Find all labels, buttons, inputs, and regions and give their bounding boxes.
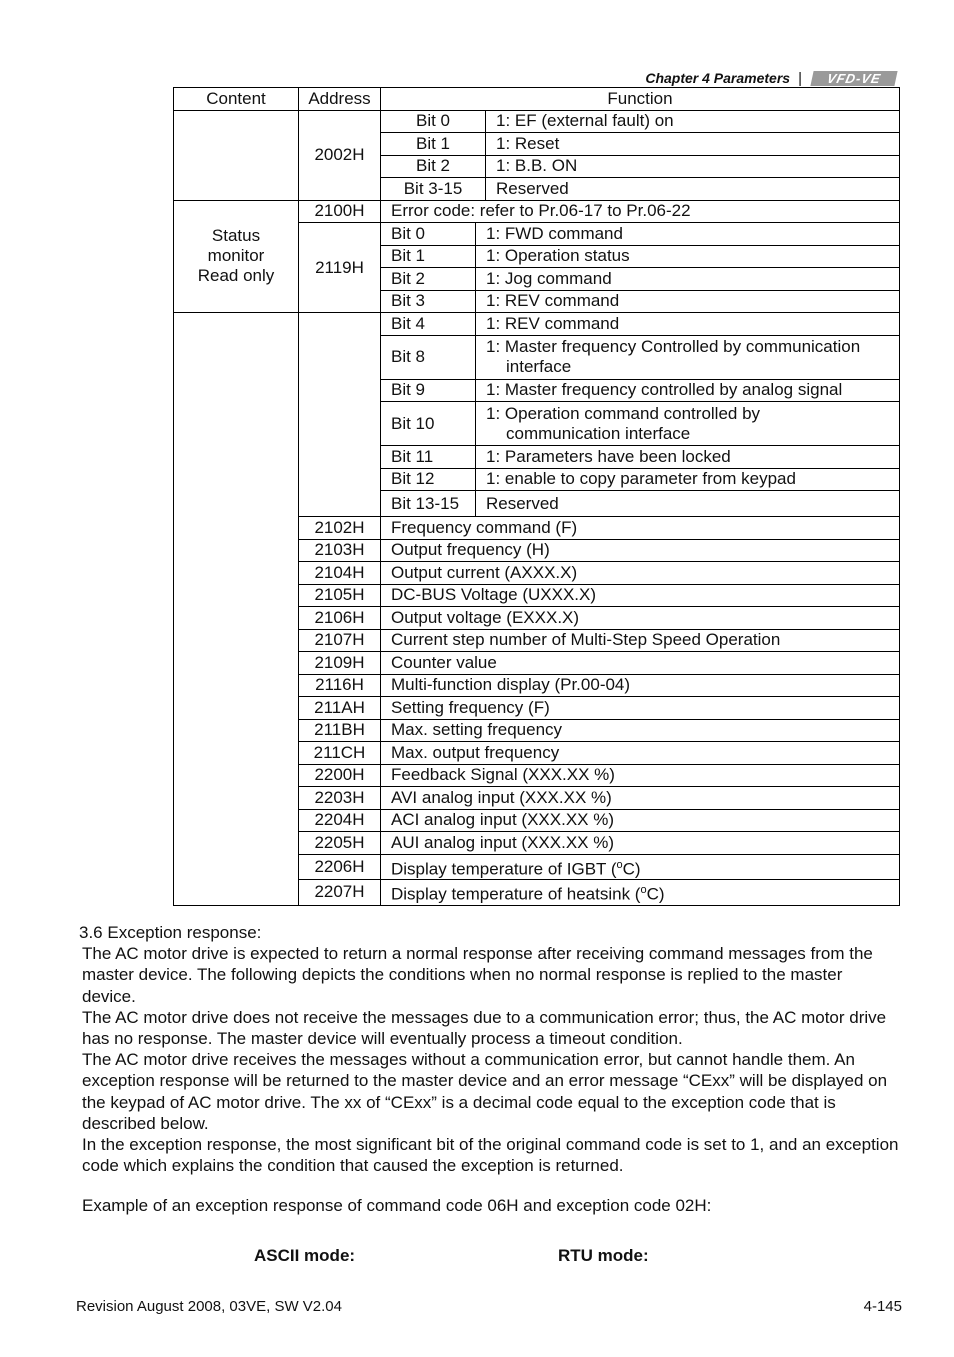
bit-value-line2: interface (506, 357, 572, 376)
bit-cell: Bit 0 (381, 110, 486, 133)
address-cell: 211CH (299, 742, 381, 765)
footer-page-number: 4-145 (863, 1298, 902, 1315)
address-cell: 2103H (299, 539, 381, 562)
table-header-row (174, 88, 900, 111)
function-cell: Counter value (381, 652, 900, 675)
address-cell: 2116H (299, 674, 381, 697)
bit-value-cell (476, 402, 900, 446)
function-cell: ACI analog input (XXX.XX %) (381, 809, 900, 832)
bit-value-cell: 1: EF (external fault) on (486, 110, 900, 133)
bit-value-line1: 1: Operation command controlled by (486, 403, 761, 423)
address-cell: 211AH (299, 697, 381, 720)
bit-cell: Bit 2 (381, 155, 486, 178)
address-cell: 2105H (299, 584, 381, 607)
rtu-mode-label: RTU mode: (558, 1246, 649, 1265)
function-cell: Setting frequency (F) (381, 697, 900, 720)
bit-cell: Bit 10 (381, 402, 476, 446)
parameter-address-table (173, 87, 900, 906)
function-cell: AVI analog input (XXX.XX %) (381, 787, 900, 810)
bit-value-cell: 1: Operation status (476, 245, 900, 268)
address-cell: 2106H (299, 607, 381, 630)
address-cell: 2119H (299, 223, 381, 313)
content-cell-empty (174, 110, 299, 200)
vfd-ve-logo: VFD-VE (810, 71, 897, 86)
function-text: Display temperature of heatsink ( (391, 884, 641, 904)
address-cell: 2002H (299, 110, 381, 200)
table-row (174, 110, 900, 133)
header-address: Address (299, 88, 381, 111)
function-cell: Max. output frequency (381, 742, 900, 765)
section-title: 3.6 Exception response: (79, 923, 262, 942)
bit-value-cell: 1: Master frequency controlled by analog signal (476, 379, 900, 402)
function-cell: Feedback Signal (XXX.XX %) (381, 764, 900, 787)
paragraph: The AC motor drive does not receive the messages due to a communication error; thus, the AC motor drive has no response. The master device will eventually process a timeout condition. (82, 1007, 887, 1049)
bit-cell: Bit 0 (381, 223, 476, 246)
address-cell: 2204H (299, 809, 381, 832)
bit-cell: Bit 4 (381, 313, 476, 336)
bit-value-cell: 1: REV command (476, 313, 900, 336)
address-cell: 211BH (299, 719, 381, 742)
function-cell: Multi-function display (Pr.00-04) (381, 674, 900, 697)
function-cell (381, 880, 900, 906)
bit-value-cell: 1: enable to copy parameter from keypad (476, 468, 900, 491)
header-separator: | (798, 69, 802, 87)
function-cell: Current step number of Multi-Step Speed Operation (381, 629, 900, 652)
address-cell: 2200H (299, 764, 381, 787)
ascii-mode-label: ASCII mode: (254, 1246, 356, 1265)
function-cell: Output current (AXXX.X) (381, 562, 900, 585)
function-cell: Max. setting frequency (381, 719, 900, 742)
example-text: Example of an exception response of command code 06H and exception code 02H: (82, 1196, 712, 1215)
function-text-end: C) (646, 884, 665, 904)
exception-section (79, 922, 899, 1176)
paragraph: The AC motor drive receives the messages without a communication error, but cannot handle them. An exception response will be returned to the master device and an error message “CExx” will be displayed on the keypad of AC motor drive. The xx of “CExx” is a decimal code equal to the exception code that is described below. (82, 1050, 888, 1133)
function-cell: Output voltage (EXXX.X) (381, 607, 900, 630)
address-cell: 2102H (299, 517, 381, 540)
bit-cell: Bit 13-15 (381, 491, 476, 517)
status-monitor-text: Status monitor Read only (197, 226, 275, 286)
function-text: Display temperature of IGBT ( (391, 859, 617, 879)
example-line (79, 1195, 899, 1216)
function-cell: Frequency command (F) (381, 517, 900, 540)
degree-sup: o (616, 858, 623, 871)
function-cell (381, 854, 900, 880)
degree-sup: o (640, 884, 647, 897)
address-cell-continued (299, 313, 381, 517)
chapter-title: Chapter 4 Parameters (645, 70, 791, 86)
bit-cell: Bit 12 (381, 468, 476, 491)
bit-cell: Bit 3-15 (381, 178, 486, 201)
bit-cell: Bit 8 (381, 335, 476, 379)
function-cell: Output frequency (H) (381, 539, 900, 562)
bit-value-cell: 1: Reset (486, 133, 900, 156)
bit-value-cell: 1: Jog command (476, 268, 900, 291)
bit-cell: Bit 1 (381, 133, 486, 156)
address-cell: 2207H (299, 880, 381, 906)
address-cell: 2107H (299, 629, 381, 652)
bit-cell: Bit 3 (381, 290, 476, 313)
function-cell: Error code: refer to Pr.06-17 to Pr.06-22 (381, 200, 900, 223)
bit-cell: Bit 1 (381, 245, 476, 268)
bit-value-cell: Reserved (476, 491, 900, 517)
function-text-end: C) (622, 859, 641, 879)
paragraph: In the exception response, the most significant bit of the original command code is set to 1, and an exception code which explains the condition that caused the exception is returned. (82, 1135, 899, 1176)
footer-revision: Revision August 2008, 03VE, SW V2.04 (76, 1298, 342, 1315)
bit-value-cell: 1: B.B. ON (486, 155, 900, 178)
bit-value-cell: 1: REV command (476, 290, 900, 313)
header-function: Function (381, 88, 900, 111)
bit-cell: Bit 11 (381, 446, 476, 469)
paragraph: The AC motor drive is expected to return a normal response after receiving command messages from the master device. The following depicts the conditions when no normal response is replied to the master device. (82, 944, 873, 1006)
page-header (645, 69, 896, 87)
bit-value-cell: Reserved (486, 178, 900, 201)
table-row (174, 313, 900, 336)
bit-value-cell: 1: FWD command (476, 223, 900, 246)
bit-value-cell: 1: Parameters have been locked (476, 446, 900, 469)
header-content: Content (174, 88, 299, 111)
bit-value-cell (476, 335, 900, 379)
bit-value-line2: communication interface (506, 423, 691, 443)
function-cell: DC-BUS Voltage (UXXX.X) (381, 584, 900, 607)
bit-value-line1: 1: Master frequency Controlled by communication (486, 337, 861, 356)
table-row (174, 200, 900, 223)
status-monitor-label (174, 200, 299, 313)
address-cell: 2203H (299, 787, 381, 810)
function-cell: AUI analog input (XXX.XX %) (381, 832, 900, 855)
address-cell: 2109H (299, 652, 381, 675)
address-cell: 2205H (299, 832, 381, 855)
content-cell-empty (174, 313, 299, 906)
bit-cell: Bit 9 (381, 379, 476, 402)
address-cell: 2104H (299, 562, 381, 585)
bit-cell: Bit 2 (381, 268, 476, 291)
address-cell: 2100H (299, 200, 381, 223)
address-cell: 2206H (299, 854, 381, 880)
